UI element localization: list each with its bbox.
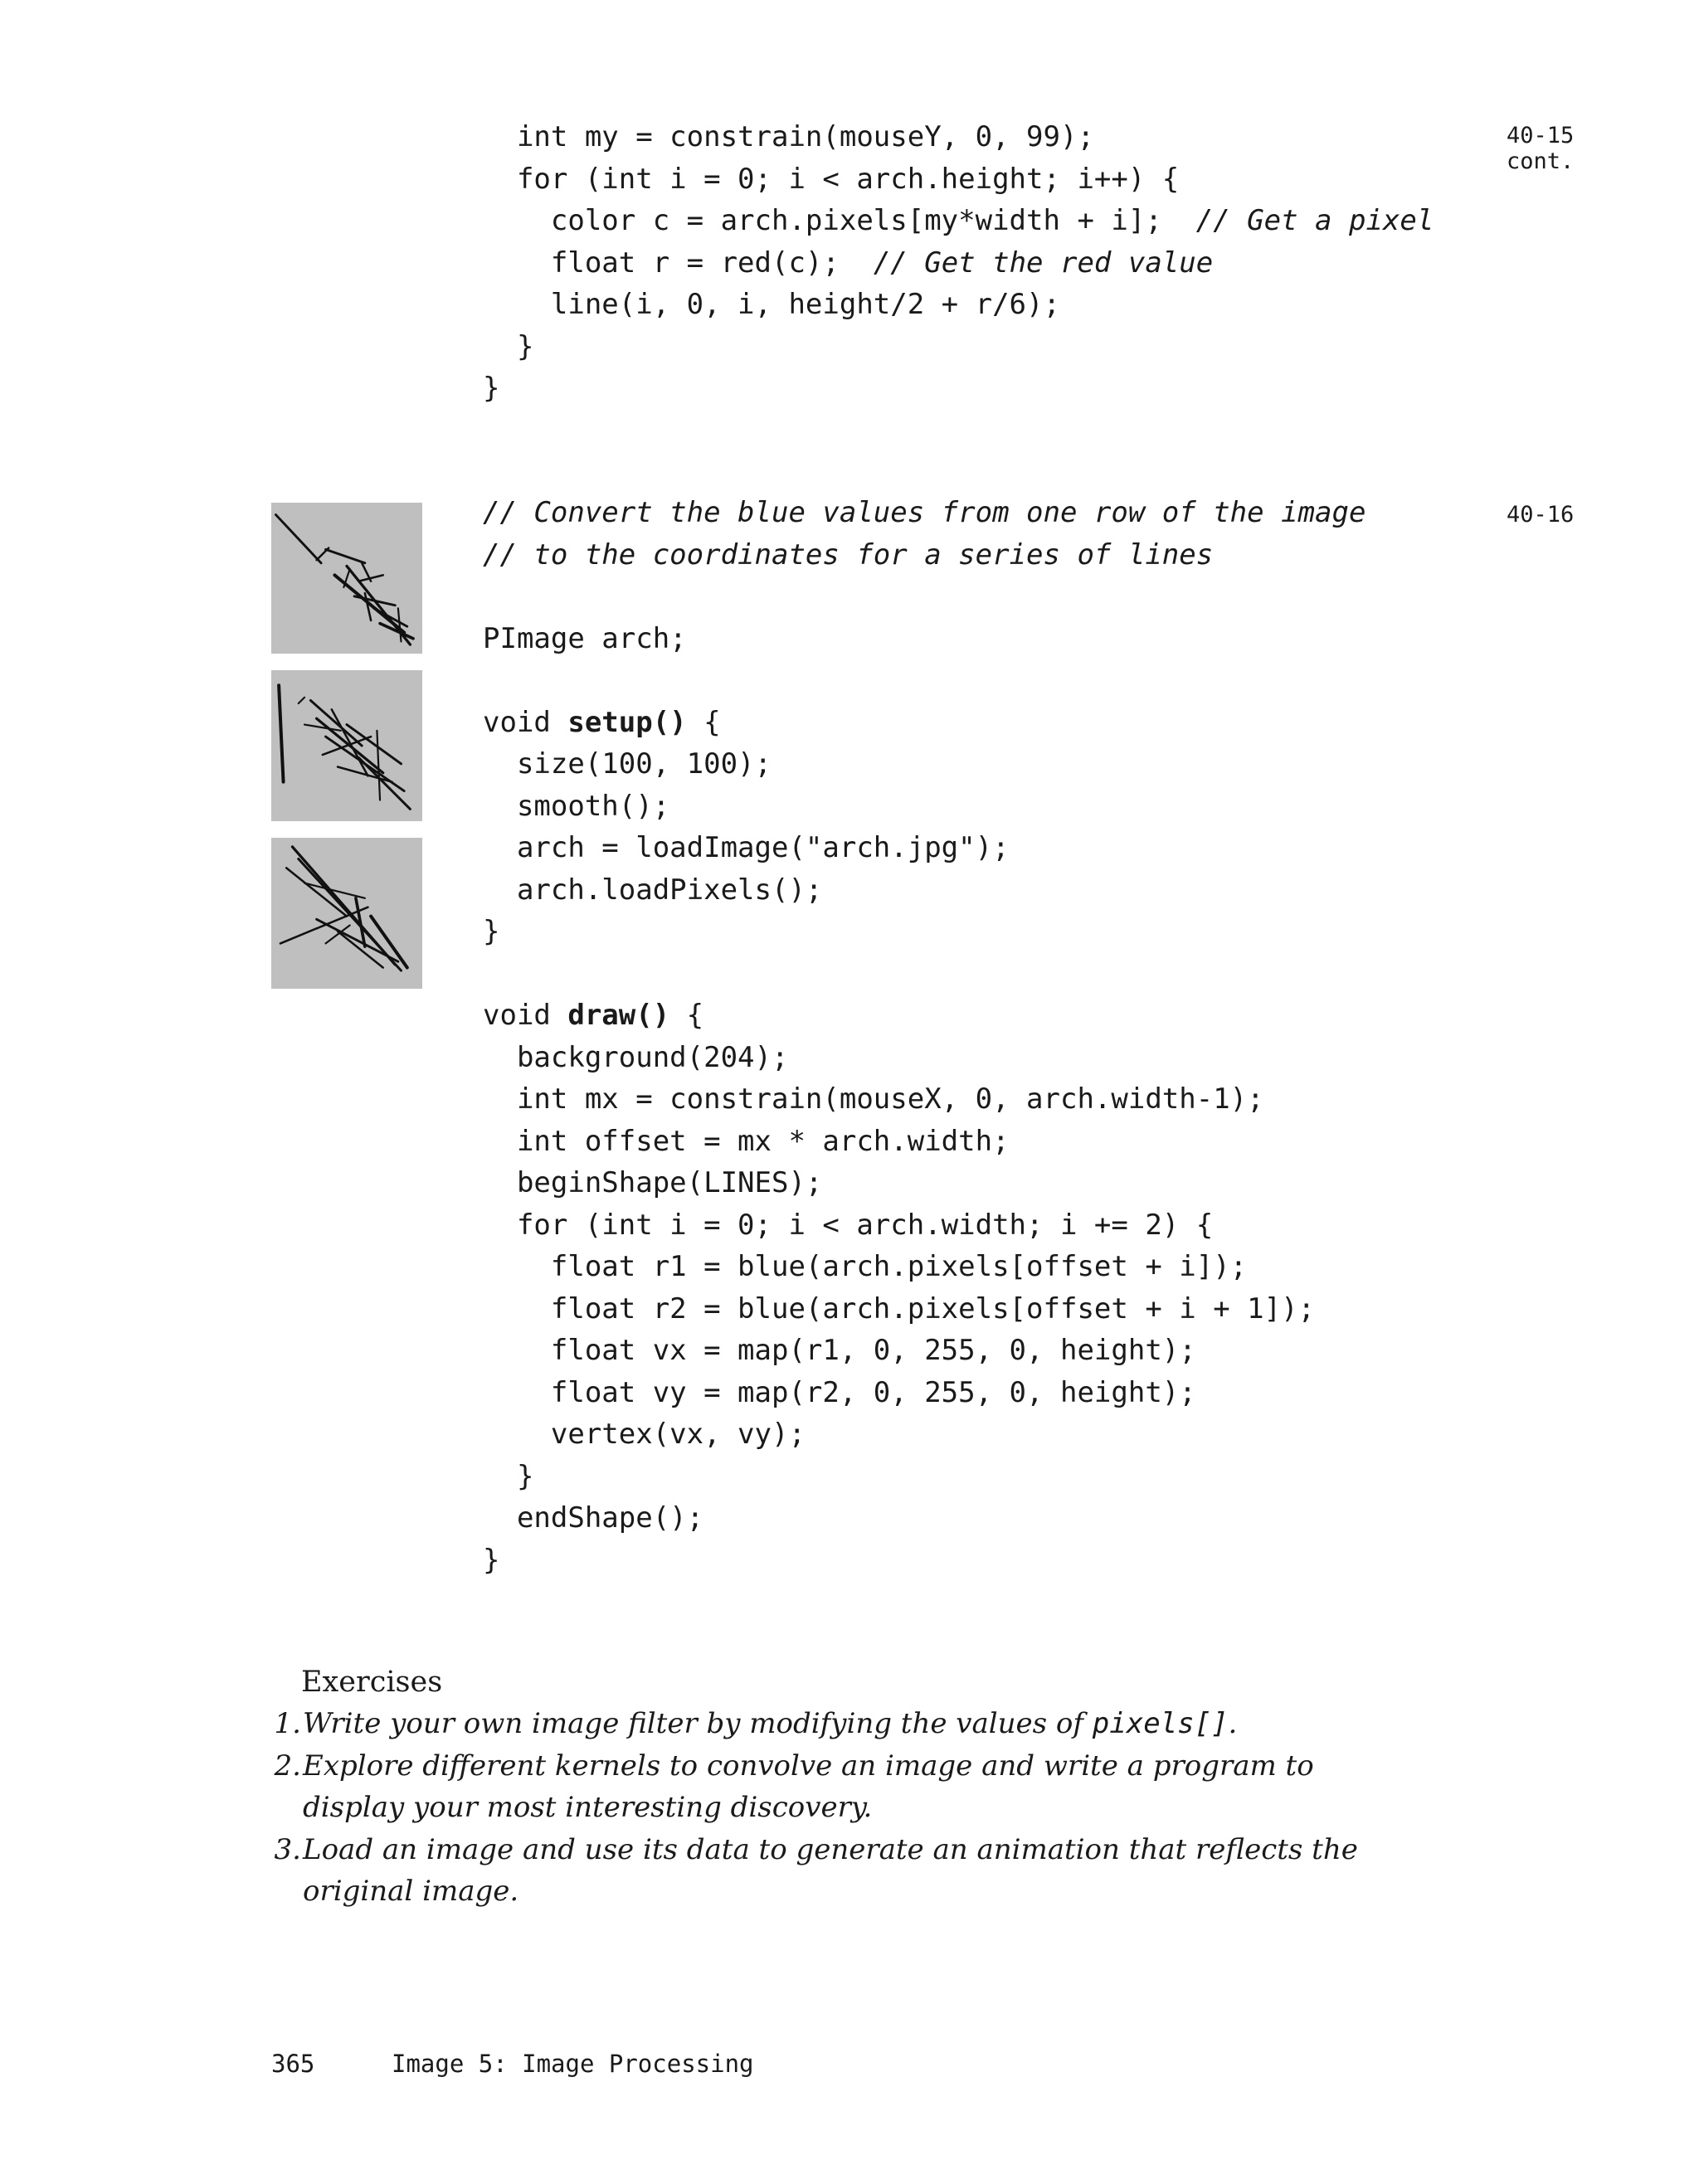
output-thumbnail-2 xyxy=(271,670,422,821)
code-keyword: void xyxy=(483,999,568,1032)
exercise-item xyxy=(271,1745,1449,1829)
exercise-number: 2. xyxy=(274,1749,301,1783)
code-comment: // to the coordinates for a series of lines xyxy=(483,537,1214,572)
exercises-list xyxy=(271,1703,1449,1913)
listing-ref-number: 40-16 xyxy=(1507,502,1575,528)
exercise-text: Load an image and use its data to generate an animation that reflects the original image. xyxy=(303,1832,1358,1908)
code-line: } xyxy=(483,372,500,405)
code-comment: // Get a pixel xyxy=(1195,204,1434,237)
code-line: vertex(vx, vy); xyxy=(483,1418,806,1451)
output-line-drawing xyxy=(271,503,422,654)
code-line: line(i, 0, i, height/2 + r/6); xyxy=(483,288,1060,321)
exercise-item xyxy=(271,1703,1449,1745)
code-line: float r1 = blue(arch.pixels[offset + i]); xyxy=(483,1250,1248,1283)
exercise-number: 1. xyxy=(274,1707,301,1740)
code-line: float r2 = blue(arch.pixels[offset + i + 1]); xyxy=(483,1291,1316,1325)
exercise-text-part: Write your own image filter by modifying the values of xyxy=(303,1707,1093,1740)
exercise-text: Explore different kernels to convolve an image and write a program to display your most interesting discovery. xyxy=(303,1749,1314,1824)
output-line-drawing xyxy=(271,670,422,821)
code-line: } xyxy=(483,1543,500,1577)
exercise-text-part: . xyxy=(1228,1707,1238,1740)
listing-ref-40-15 xyxy=(1507,123,1574,174)
code-brace: { xyxy=(686,705,721,739)
code-line: beginShape(LINES); xyxy=(483,1166,823,1199)
code-brace: { xyxy=(669,999,704,1032)
output-thumbnail-3 xyxy=(271,838,422,989)
code-line: } xyxy=(483,915,500,948)
code-line: } xyxy=(483,329,534,363)
code-listing-40-15 xyxy=(483,116,1434,410)
output-line-drawing xyxy=(271,838,422,989)
code-line: background(204); xyxy=(483,1040,789,1074)
code-line: float vx = map(r1, 0, 255, 0, height); xyxy=(483,1334,1196,1367)
code-comment: // Get the red value xyxy=(873,246,1214,280)
code-line: float r = red(c); xyxy=(483,246,874,280)
code-line: int mx = constrain(mouseX, 0, arch.width-1); xyxy=(483,1082,1264,1116)
exercise-number: 3. xyxy=(274,1832,301,1866)
code-comment: // Convert the blue values from one row of the image xyxy=(483,496,1366,529)
exercise-code: pixels[] xyxy=(1092,1707,1229,1740)
code-line: } xyxy=(483,1459,534,1493)
exercises-heading: Exercises xyxy=(301,1666,443,1699)
code-line: for (int i = 0; i < arch.width; i += 2) { xyxy=(483,1208,1214,1242)
code-line: PImage arch; xyxy=(483,621,687,655)
running-footer-section: Image 5: Image Processing xyxy=(392,2050,754,2078)
page-number: 365 xyxy=(271,2050,315,2078)
code-line: color c = arch.pixels[my*width + i]; xyxy=(483,204,1196,237)
exercise-text xyxy=(301,1703,1237,1745)
function-name-draw: draw() xyxy=(567,999,670,1032)
function-name-setup: setup() xyxy=(567,705,687,739)
exercise-item xyxy=(271,1829,1449,1913)
listing-ref-number: 40-15 xyxy=(1507,123,1575,148)
code-line: for (int i = 0; i < arch.height; i++) { xyxy=(483,162,1180,196)
code-line: arch.loadPixels(); xyxy=(483,873,823,907)
listing-ref-cont: cont. xyxy=(1507,148,1575,174)
code-listing-40-16 xyxy=(483,492,1366,1581)
code-line: arch = loadImage("arch.jpg"); xyxy=(483,831,1010,864)
listing-ref-40-16 xyxy=(1507,502,1574,528)
code-line: smooth(); xyxy=(483,789,670,823)
code-line: float vy = map(r2, 0, 255, 0, height); xyxy=(483,1375,1196,1409)
code-line: size(100, 100); xyxy=(483,747,772,781)
code-line: int my = constrain(mouseY, 0, 99); xyxy=(483,120,1094,153)
code-keyword: void xyxy=(483,705,568,739)
code-line: int offset = mx * arch.width; xyxy=(483,1124,1010,1158)
code-line: endShape(); xyxy=(483,1501,704,1535)
output-thumbnail-1 xyxy=(271,503,422,654)
